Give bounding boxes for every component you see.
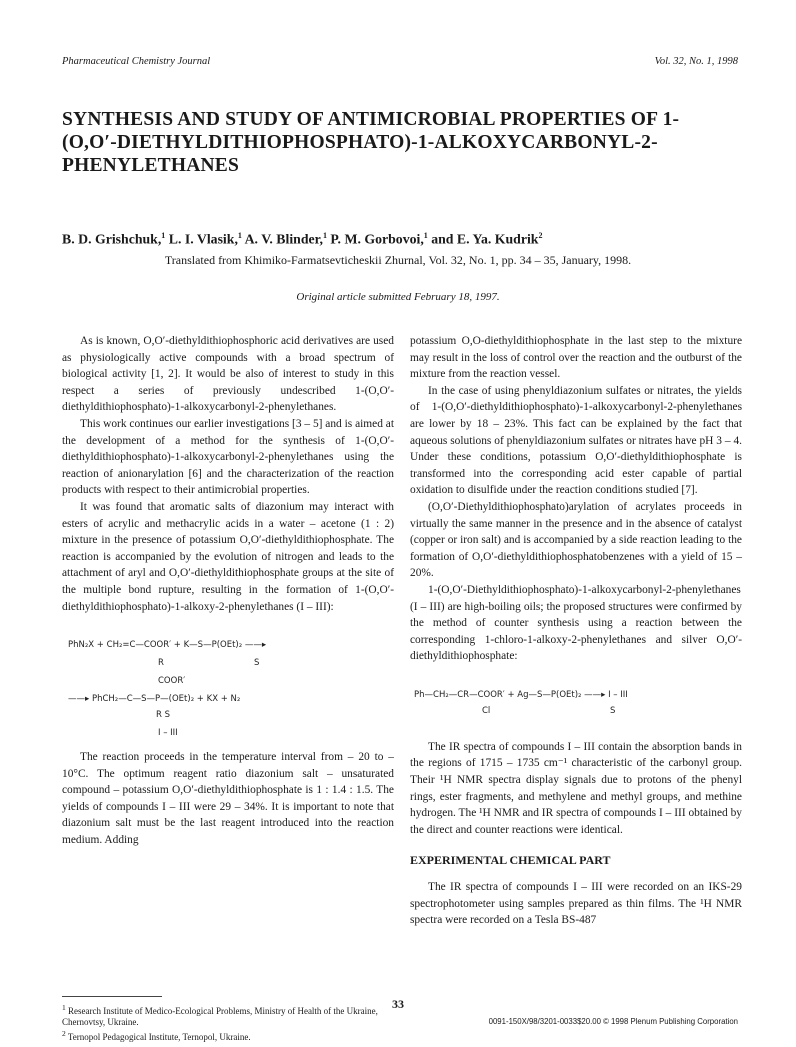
paragraph: As is known, O,O′-diethyldithiophosphoric acid derivatives are used as physiologically active compounds with a broad spectrum of biological activity [1, 2]. It would be also of interest to study in this respect a series of previously undescribed 1-(O,O′-diethyldithiophosphato)-1-alkoxycarbonyl-2-phenylethanes. (62, 335, 394, 414)
paragraph: The reaction proceeds in the temperature interval from – 20 to – 10°C. The optimum reagent ratio diazonium salt – unsaturated compound – potassium O,O′-diethyldithiophosphate is 1 : 1.4 : 1.5. The yields of compounds I – III were 29 – 34%. It is important to note that diazonium salt must be the last reagent introduced into the reaction medium. Adding (62, 751, 394, 847)
author-list (62, 231, 742, 248)
paragraph: This work continues our earlier investigations [3 – 5] and is aimed at the development of a method for the synthesis of 1-(O,O′-diethyldithiophosphato)-1-alkoxycarbonyl-2-phenylethanes using the reaction of anionarylation [6] and the characterization of the reaction products with respect to their antimicrobial properties. (62, 417, 394, 497)
paragraph: It was found that aromatic salts of diazonium may interact with esters of acrylic and methacrylic acids in a water – acetone (1 : 2) mixture in the presence of potassium O,O′-diethyldithiophosphate. The reaction is accompanied by the evolution of nitrogen and leads to the attachment of aryl and O,O′-diethyldithiophosphate groups at the site of the multiple bond rupture, resulting in the formation of 1-(O,O′-diethyldithiophosphato)-1-alkoxy-2-phenylethanes (I – III): (62, 500, 394, 613)
scheme-sub: R S (156, 710, 171, 721)
scheme-line: ——▸ PhCH₂—C—S—P—(OEt)₂ + KX + N₂ (68, 694, 241, 705)
author: and E. Ya. Kudrik (431, 231, 539, 247)
affiliation-mark: 1 (322, 231, 327, 240)
scheme-sub: R (158, 658, 164, 669)
footnote: $^2$ Ternopol Pedagogical Institute, Ternopol, Ukraine. (62, 1029, 251, 1042)
right-column (410, 333, 742, 929)
paragraph: In the case of using phenyldiazonium sulfates or nitrates, the yields of 1-(O,O′-diethyldithiophosphato)-1-alkoxycarbonyl-2-phenylethanes are lower by 18 – 23%. This fact can be explained by the fact that aqueous solutions of phenyldiazonium sulfates or nitrates have pH 3 – 4. Under these conditions, potassium O,O′-diethyldithiophosphate is transformed into the corresponding acid ester capable of partial oxidation to disulfide under the reaction conditions studied [7]. (410, 384, 742, 497)
volume-info: Vol. 32, No. 1, 1998 (654, 56, 738, 67)
journal-name: Pharmaceutical Chemistry Journal (62, 56, 211, 67)
scheme-sub: S (610, 705, 616, 716)
author: P. M. Gorbovoi, (330, 231, 424, 247)
author: A. V. Blinder, (244, 231, 323, 247)
paragraph: (O,O′-Diethyldithiophosphato)arylation of acrylates proceeds in virtually the same manner in the presence and in the absence of catalyst (copper or iron salt) and is accompanied by a side reaction leading to the formation of O,O′-diethyldithiophosphatobenzenes with a yield of 15 – 20%. (410, 500, 742, 580)
affiliation-mark: 2 (538, 231, 543, 240)
translation-note: Translated from Khimiko-Farmatsevticheskii Zhurnal, Vol. 32, No. 1, pp. 34 – 35, January, 1998. (164, 253, 632, 267)
paragraph: The IR spectra of compounds I – III were recorded on an IKS-29 spectrophotometer using samples prepared as thin films. The ¹H NMR spectra were recorded on a Tesla BS-487 (410, 881, 742, 927)
scheme-sub: S (254, 658, 260, 669)
scheme-line: Ph—CH₂—CR—COOR′ + Ag—S—P(OEt)₂ ——▸ I – III (414, 689, 628, 700)
scheme-line: COOR′ (158, 676, 186, 687)
author: B. D. Grishchuk, (62, 231, 162, 247)
reaction-scheme-1 (62, 629, 394, 739)
left-column (62, 333, 394, 849)
submission-date: Original article submitted February 18, 1997. (296, 291, 500, 303)
article-title: SYNTHESIS AND STUDY OF ANTIMICROBIAL PROPERTIES OF 1-(O,O′-DIETHYLDITHIOPHOSPHATO)-1-ALKOXYCARBONYL-2-PHENYLETHANES (62, 109, 680, 176)
affiliation-mark: 1 (237, 231, 242, 240)
copyright-line: 0091-150X/98/3201-0033$20.00 © 1998 Plenum Publishing Corporation (488, 1017, 738, 1026)
affiliation-mark: 1 (161, 231, 166, 240)
page-number: 33 (392, 997, 404, 1011)
affiliation-mark: 1 (423, 231, 428, 240)
footnote: $^1$ Research Institute of Medico-Ecological Problems, Ministry of Health of the Ukraine, Chernovtsy, Ukraine. (62, 1003, 378, 1027)
section-heading: EXPERIMENTAL CHEMICAL PART (410, 853, 611, 868)
reaction-scheme-2 (410, 677, 742, 729)
paragraph: 1-(O,O′-Diethyldithiophosphato)-1-alkoxycarbonyl-2-phenylethanes (I – III) are high-boiling oils; the proposed structures were confirmed by the method of counter synthesis using a reaction between the corresponding 1-chloro-1-alkoxy-2-phenylethanes and silver O,O′-diethyldithiophosphate: (410, 583, 742, 663)
scheme-sub: Cl (482, 705, 491, 716)
scheme-line: PhN₂X + CH₂=C—COOR′ + K—S—P(OEt)₂ ——▸ (68, 640, 267, 651)
paragraph: The IR spectra of compounds I – III contain the absorption bands in the regions of 1715 – 1735 cm⁻¹ characteristic of the carbonyl group. Their ¹H NMR spectra display signals due to protons of the phenyl rings, ester fragments, and methylene and methyl groups, and methine hydrogen. The ¹H NMR and IR spectra of compounds I – III obtained by the direct and counter reactions were identical. (410, 740, 742, 836)
paragraph: potassium O,O-diethyldithiophosphate in the last step to the mixture may result in the loss of control over the reaction and the outburst of the mixture from the reaction vessel. (410, 335, 742, 381)
compound-label: I – III (158, 728, 178, 739)
author: L. I. Vlasik, (168, 231, 238, 247)
